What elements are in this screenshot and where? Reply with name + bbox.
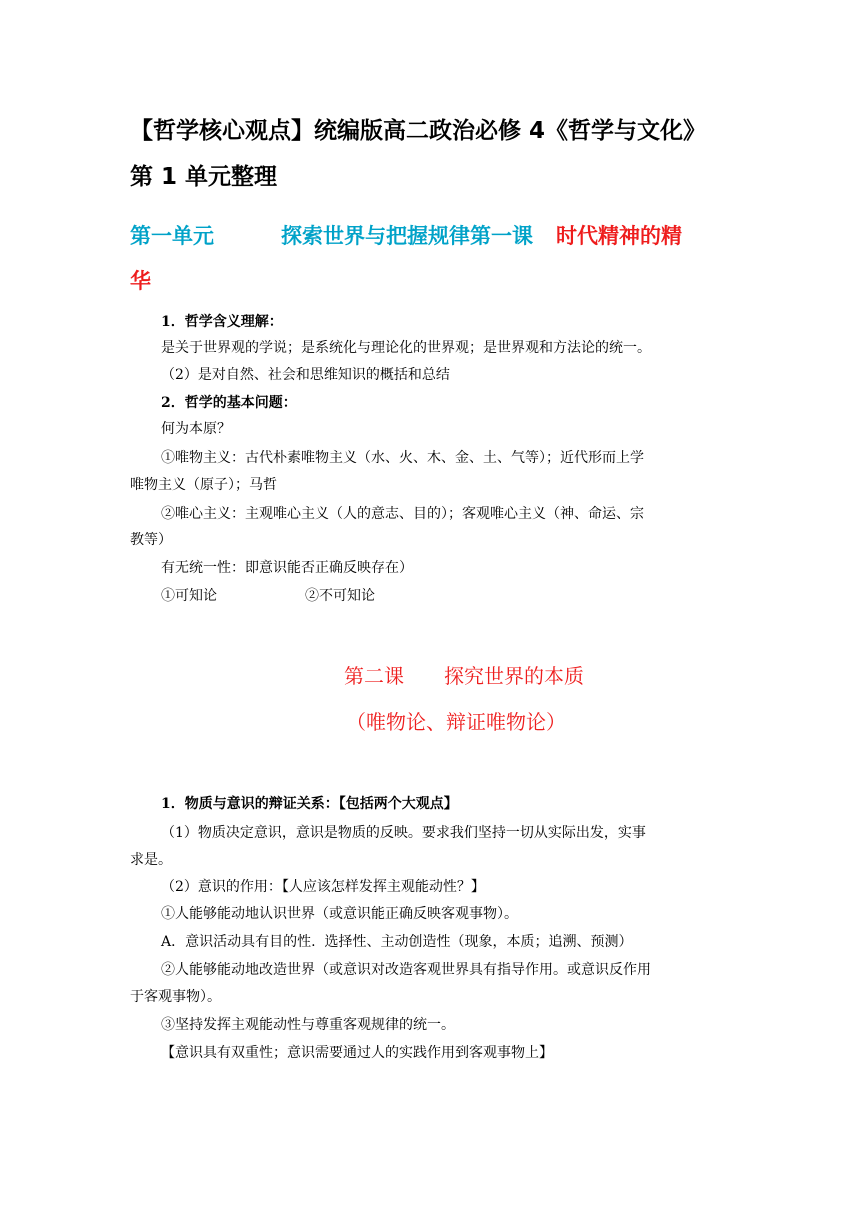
materialism-line-1: ①唯物主义：古代朴素唯物主义（水、火、木、金、土、气等）；近代形而上学 bbox=[161, 450, 644, 466]
lesson2-subtitle: （唯物论、辩证唯物论） bbox=[346, 710, 566, 734]
section-1-heading: 1．哲学含义理解： bbox=[161, 314, 283, 330]
l2-point-2: （2）意识的作用：【人应该怎样发挥主观能动性？】 bbox=[161, 879, 485, 895]
document-title-line-2: 第 1 单元整理 bbox=[130, 164, 278, 190]
lesson1-label: 第一课 bbox=[470, 224, 533, 248]
idealism-line-2: 教等） bbox=[130, 532, 172, 548]
l2-point-5-line-2: 于客观事物）。 bbox=[130, 989, 221, 1005]
section-1-definition: 是关于世界观的学说；是系统化与理论化的世界观；是世界观和方法论的统一。 bbox=[161, 340, 651, 356]
unit-topic: 探索世界与把握规律 bbox=[281, 224, 470, 248]
lesson1-title-continued: 华 bbox=[130, 269, 151, 293]
document-title-line-1: 【哲学核心观点】统编版高二政治必修 4《哲学与文化》 bbox=[130, 118, 707, 144]
knowable-theory: ①可知论 bbox=[161, 588, 217, 604]
section-2-heading: 2．哲学的基本问题： bbox=[161, 395, 297, 411]
l2-point-1-line-1: （1）物质决定意识，意识是物质的反映。要求我们坚持一切从实际出发，实事 bbox=[161, 825, 646, 841]
section-1-note: （2）是对自然、社会和思维知识的概括和总结 bbox=[161, 367, 450, 383]
identity-question: 有无统一性：即意识能否正确反映存在） bbox=[161, 560, 413, 576]
section-2-question: 何为本原？ bbox=[161, 421, 231, 437]
l2-point-5-line-1: ②人能够能动地改造世界（或意识对改造客观世界具有指导作用。或意识反作用 bbox=[161, 962, 651, 978]
unknowable-theory: ②不可知论 bbox=[305, 588, 375, 604]
unit-heading bbox=[130, 220, 682, 250]
l2-point-6: ③坚持发挥主观能动性与尊重客观规律的统一。 bbox=[161, 1017, 455, 1033]
l2-point-3: ①人能够能动地认识世界（或意识能正确反映客观事物）。 bbox=[161, 906, 518, 922]
lesson2-title: 第二课 探究世界的本质 bbox=[344, 664, 584, 688]
l2-section-1-heading: 1．物质与意识的辩证关系：【包括两个大观点】 bbox=[161, 796, 458, 812]
idealism-line-1: ②唯心主义：主观唯心主义（人的意志、目的）；客观唯心主义（神、命运、宗 bbox=[161, 506, 644, 522]
l2-point-4: A．意识活动具有目的性. 选择性、主动创造性（现象，本质；追溯、预测） bbox=[161, 934, 633, 950]
materialism-line-2: 唯物主义（原子）；马哲 bbox=[130, 477, 277, 493]
unit-label: 第一单元 bbox=[130, 224, 214, 248]
l2-point-1-line-2: 求是。 bbox=[130, 852, 172, 868]
l2-point-7: 【意识具有双重性；意识需要通过人的实践作用到客观事物上】 bbox=[161, 1045, 553, 1061]
lesson1-title: 时代精神的精 bbox=[556, 224, 682, 248]
